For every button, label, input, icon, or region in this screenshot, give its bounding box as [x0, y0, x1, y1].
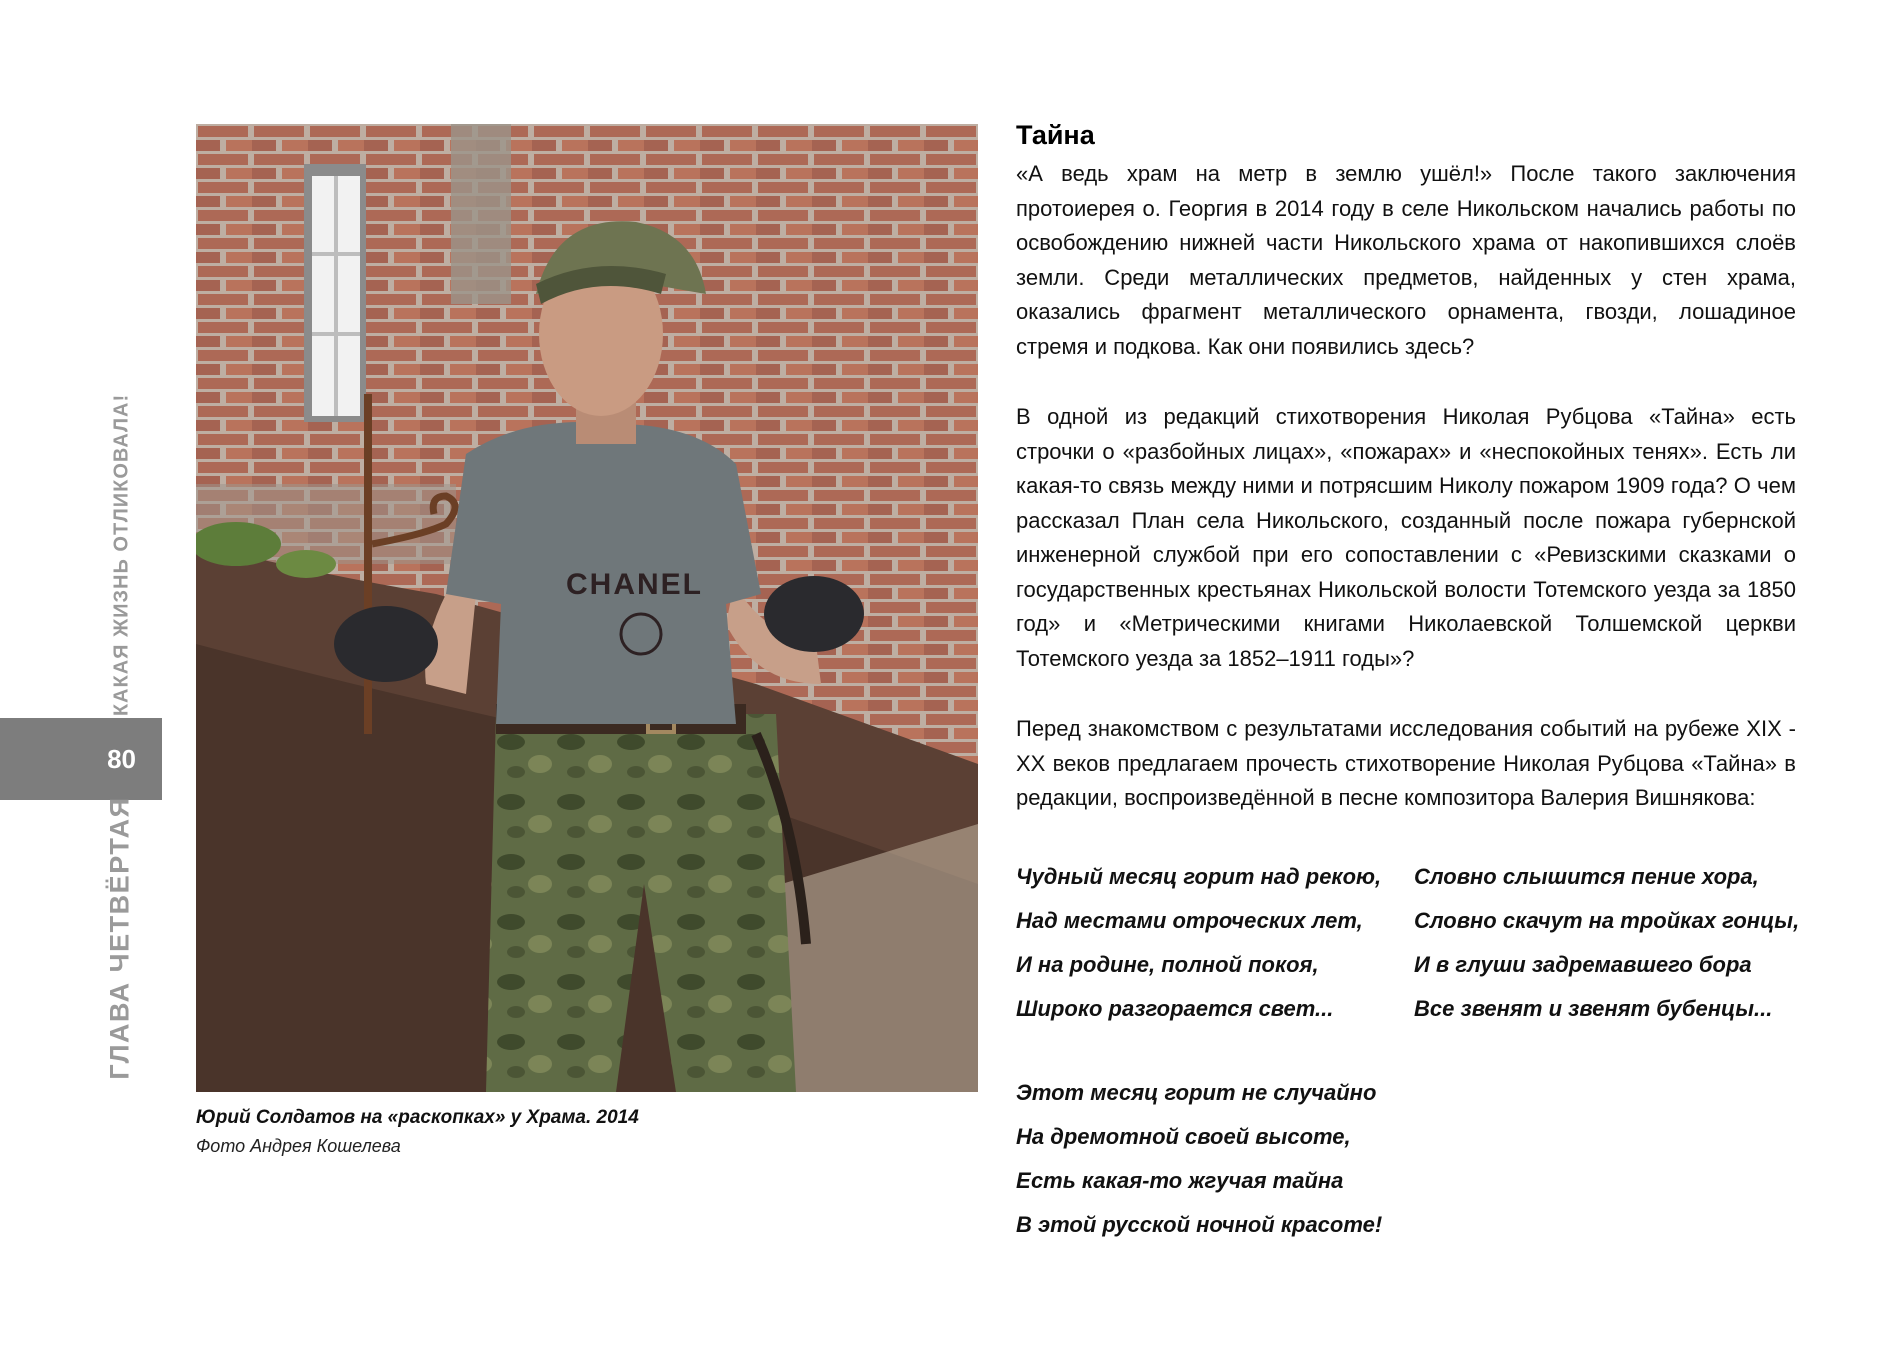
page-number-tab [0, 718, 162, 800]
chapter-label [102, 796, 138, 1080]
article-paragraph-1: «А ведь храм на метр в землю ушёл!» После такого заключения протоиерея о. Георгия в 2014 году в селе Никольском начались работы по освобождению нижней части Никольского храма от накопившихся слоёв земли. Среди металлических предметов, найденных у стен храма, оказались фрагмент металлического орнамента, гвозди, лошадиное стремя и подкова. Как они появились здесь? [1016, 161, 1796, 359]
poem [1016, 855, 1806, 1031]
poem-line: В этой русской ночной красоте! [1016, 1212, 1383, 1237]
poem-line: Чудный месяц горит над рекою, [1016, 864, 1382, 889]
caption-credit: Фото Андрея Кошелева [196, 1136, 401, 1156]
poem-line: Этот месяц горит не случайно [1016, 1080, 1377, 1105]
photo-illustration [196, 124, 978, 1092]
excavation-photo [196, 124, 978, 1092]
article-title: Тайна [1016, 120, 1095, 150]
poem-line: И в глуши задремавшего бора [1414, 952, 1752, 977]
photo-caption [196, 1104, 976, 1160]
poem-stanza-1 [1016, 855, 1414, 1031]
poem-line: Все звенят и звенят бубенцы... [1414, 996, 1773, 1021]
poem-line: Над местами отроческих лет, [1016, 908, 1363, 933]
article-paragraph-3: Перед знакомством с результатами исследования событий на рубеже XIX - XX веков предлагаем прочесть стихотворение Николая Рубцова «Тайна» в редакции, воспроизведённой в песне композитора Валерия Вишнякова: [1016, 716, 1796, 810]
chapter-label-text: ГЛАВА ЧЕТВЁРТАЯ [104, 796, 135, 1080]
poem-stanza-2 [1414, 855, 1799, 1031]
section-title-text: КАКАЯ ЖИЗНЬ ОТЛИКОВАЛА! [110, 393, 133, 717]
poem-stanza-3 [1016, 1071, 1382, 1247]
poem-line: Есть какая-то жгучая тайна [1016, 1168, 1344, 1193]
poem-line: Широко разгорается свет... [1016, 996, 1334, 1021]
running-section-title [108, 393, 136, 717]
article [1016, 120, 1796, 852]
caption-title: Юрий Солдатов на «раскопках» у Храма. 2014 [196, 1107, 639, 1128]
poem-line: Словно скачут на тройках гонцы, [1414, 908, 1800, 933]
poem-line: На дремотной своей высоте, [1016, 1124, 1351, 1149]
shirt-lettering: CHANEL [566, 568, 703, 601]
page-number: 80 [107, 743, 136, 774]
poem-line: Словно слышится пение хора, [1414, 864, 1759, 889]
article-paragraph-2: В одной из редакций стихотворения Николая Рубцова «Тайна» есть строчки о «разбойных лицах», «пожарах» и «неспокойных тенях». Есть ли какая-то связь между ними и потрясшим Николу пожаром 1909 года? О чем рассказал План села Никольского, созданный после пожара губернской инженерной службой при его сопоставлении с «Ревизскими сказками о государственных крестьянах Никольской волости Тотемского уезда за 1850 год» и «Метрическими книгами Николаевской Толшемской церкви Тотемского уезда за 1852–1911 годы»? [1016, 404, 1796, 671]
poem-line: И на родине, полной покоя, [1016, 952, 1319, 977]
